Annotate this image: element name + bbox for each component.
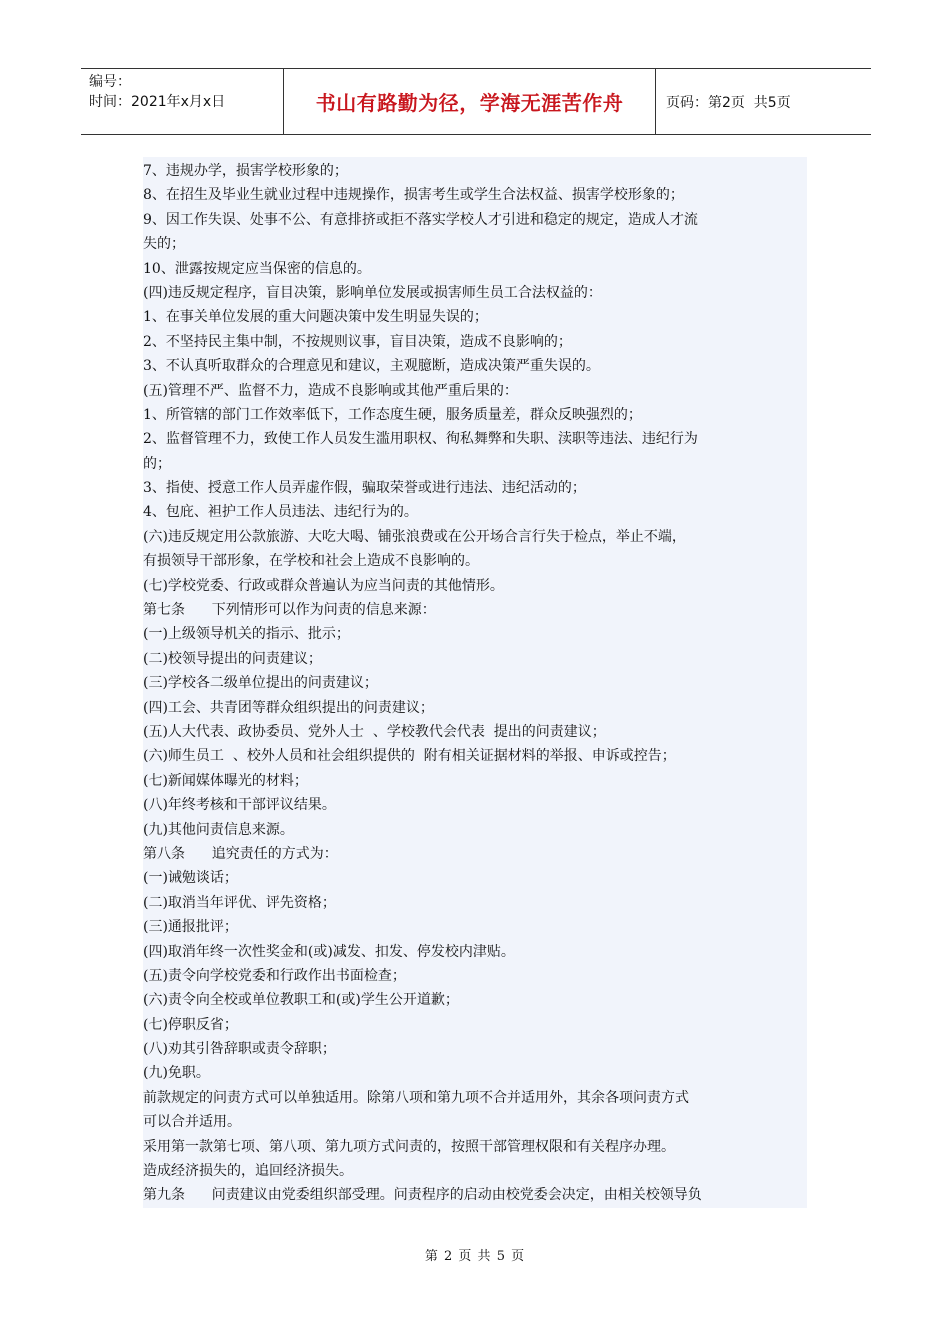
body-line: 的； <box>143 455 171 472</box>
body-line: (六)违反规定用公款旅游、大吃大喝、铺张浪费或在公开场合言行失于检点，举止不端， <box>143 528 686 545</box>
header-motto: 书山有路勤为径，学海无涯苦作舟 <box>284 69 656 134</box>
body-line: (八)年终考核和干部评议结果。 <box>143 797 336 814</box>
document-number-label: 编号： <box>89 74 131 90</box>
body-line: (九)免职。 <box>143 1065 210 1082</box>
body-line: 前款规定的问责方式可以单独适用。除第八项和第九项不合并适用外，其余各项问责方式 <box>143 1089 689 1106</box>
body-line: 可以合并适用。 <box>143 1114 241 1131</box>
page-footer: 第 2 页 共 5 页 <box>424 1249 526 1264</box>
body-line: 9、因工作失误、处事不公、有意排挤或拒不落实学校人才引进和稳定的规定，造成人才流 <box>143 211 698 228</box>
body-line: (五)管理不严、监督不力，造成不良影响或其他严重后果的： <box>143 382 518 399</box>
body-line: 采用第一款第七项、第八项、第九项方式问责的，按照干部管理权限和有关程序办理。 <box>143 1138 675 1155</box>
header-meta-cell <box>81 69 284 134</box>
body-line: (八)劝其引咎辞职或责令辞职； <box>143 1041 336 1058</box>
body-line: (七)学校党委、行政或群众普遍认为应当问责的其他情形。 <box>143 577 504 594</box>
body-line: 第九条 问责建议由党委组织部受理。问责程序的启动由校党委会决定，由相关校领导负 <box>143 1187 702 1204</box>
body-line: 3、不认真听取群众的合理意见和建议，主观臆断，造成决策严重失误的。 <box>143 358 600 375</box>
body-line: 10、泄露按规定应当保密的信息的。 <box>143 260 371 277</box>
body-line: (七)停职反省； <box>143 1016 238 1033</box>
body-line: (三)通报批评； <box>143 919 238 936</box>
body-line: 失的； <box>143 236 185 253</box>
body-line: (一)上级领导机关的指示、批示； <box>143 626 350 643</box>
body-line: 2、不坚持民主集中制，不按规则议事，盲目决策，造成不良影响的； <box>143 333 572 350</box>
body-line: (五)人大代表、政协委员、党外人士 、学校教代会代表 提出的问责建议； <box>143 723 606 740</box>
document-body <box>143 157 807 1208</box>
body-line: (六)责令向全校或单位教职工和(或)学生公开道歉； <box>143 992 459 1009</box>
body-line: (四)工会、共青团等群众组织提出的问责建议； <box>143 699 434 716</box>
body-line: (六)师生员工 、校外人员和社会组织提供的 附有相关证据材料的举报、申诉或控告； <box>143 748 676 765</box>
header-page-cell <box>656 69 871 134</box>
body-line: 有损领导干部形象，在学校和社会上造成不良影响的。 <box>143 553 479 570</box>
body-line: 第八条 追究责任的方式为： <box>143 845 338 862</box>
body-line: 7、违规办学，损害学校形象的； <box>143 163 348 179</box>
body-line: (四)取消年终一次性奖金和(或)减发、扣发、停发校内津贴。 <box>143 943 515 960</box>
body-line: 4、包庇、袒护工作人员违法、违纪行为的。 <box>143 504 418 521</box>
document-date-label: 时间：2021年x月x日 <box>89 94 226 110</box>
body-line: (三)学校各二级单位提出的问责建议； <box>143 675 378 692</box>
body-line: 1、所管辖的部门工作效率低下，工作态度生硬，服务质量差，群众反映强烈的； <box>143 406 642 423</box>
body-line: (二)校领导提出的问责建议； <box>143 650 322 667</box>
body-line: 造成经济损失的，追回经济损失。 <box>143 1163 353 1180</box>
header-page-number: 页码：第2页 共5页 <box>666 94 791 111</box>
body-line: (一)诫勉谈话； <box>143 870 238 887</box>
body-line: (九)其他问责信息来源。 <box>143 821 294 838</box>
page-header <box>81 68 871 135</box>
body-line: 2、监督管理不力，致使工作人员发生滥用职权、徇私舞弊和失职、渎职等违法、违纪行为 <box>143 431 698 448</box>
body-line: (二)取消当年评优、评先资格； <box>143 894 336 911</box>
body-line: 8、在招生及毕业生就业过程中违规操作，损害考生或学生合法权益、损害学校形象的； <box>143 187 684 204</box>
body-line: (四)违反规定程序，盲目决策，影响单位发展或损害师生员工合法权益的： <box>143 284 602 301</box>
body-line: 第七条 下列情形可以作为问责的信息来源： <box>143 602 436 619</box>
body-line: (七)新闻媒体曝光的材料； <box>143 772 308 789</box>
body-line: 1、在事关单位发展的重大问题决策中发生明显失误的； <box>143 309 488 326</box>
body-line: 3、指使、授意工作人员弄虚作假，骗取荣誉或进行违法、违纪活动的； <box>143 480 586 497</box>
body-line: (五)责令向学校党委和行政作出书面检查； <box>143 967 406 984</box>
